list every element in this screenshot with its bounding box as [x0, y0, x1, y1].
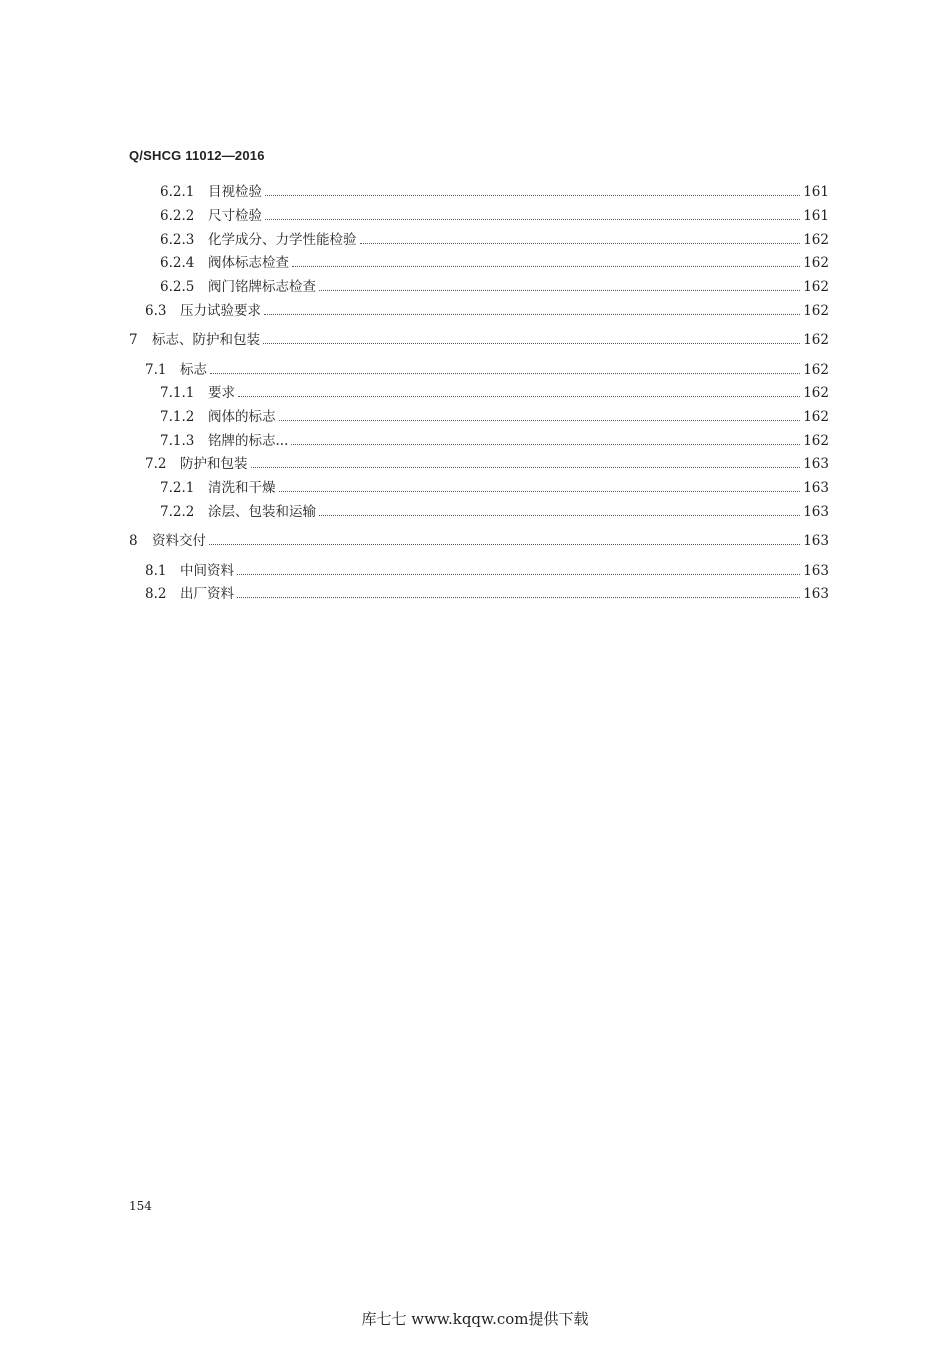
- dot-leader: [291, 443, 800, 445]
- toc-entry-7-1-3[interactable]: [160, 432, 829, 450]
- toc-entry-7-2-2[interactable]: [160, 503, 829, 521]
- toc-entry-page: 163: [803, 504, 829, 520]
- toc-entry-7-1-1[interactable]: [160, 384, 829, 402]
- toc-entry-number: 6.3: [145, 303, 167, 319]
- toc-entry-number: 8.2: [145, 586, 167, 602]
- toc-entry-7-2-1[interactable]: [160, 479, 829, 497]
- dot-leader: [238, 395, 800, 397]
- dot-leader: [279, 490, 801, 492]
- standard-code: Q/SHCG 11012—2016: [129, 148, 265, 163]
- toc-entry-title: 铭牌的标志...: [208, 433, 289, 449]
- dot-leader: [279, 419, 801, 421]
- toc-entry-page: 163: [803, 456, 829, 472]
- dot-leader: [251, 466, 801, 468]
- toc-entry-page: 163: [803, 586, 829, 602]
- dot-leader: [360, 242, 801, 244]
- toc-entry-number: 7.2.1: [160, 480, 195, 496]
- toc-entry-title: 标志: [180, 362, 207, 378]
- toc-entry-6-2-3[interactable]: [160, 231, 829, 249]
- toc-entry-page: 162: [803, 362, 829, 378]
- dot-leader: [237, 573, 800, 575]
- toc-entry-8-2[interactable]: [145, 585, 829, 603]
- toc-entry-page: 162: [803, 303, 829, 319]
- dot-leader: [265, 218, 800, 220]
- toc-entry-7-1[interactable]: [145, 361, 829, 379]
- toc-entry-6-2-5[interactable]: [160, 278, 829, 296]
- toc-entry-number: 7.1: [145, 362, 167, 378]
- dot-leader: [292, 265, 800, 267]
- toc-entry-number: 7.1.3: [160, 433, 195, 449]
- toc-entry-number: 6.2.5: [160, 279, 195, 295]
- toc-entry-title: 目视检验: [208, 184, 262, 200]
- toc-entry-number: 7: [129, 332, 138, 348]
- toc-entry-number: 6.2.1: [160, 184, 195, 200]
- download-footer: 库七七 www.kqqw.com提供下载: [361, 1310, 589, 1328]
- dot-leader: [264, 313, 800, 315]
- toc-entry-title: 标志、防护和包装: [152, 332, 260, 348]
- toc-entry-number: 8.1: [145, 563, 167, 579]
- toc-entry-page: 162: [803, 385, 829, 401]
- toc-entry-page: 162: [803, 332, 829, 348]
- toc-entry-number: 7.1.1: [160, 385, 195, 401]
- toc-entry-title: 清洗和干燥: [208, 480, 276, 496]
- toc-entry-number: 7.2.2: [160, 504, 195, 520]
- dot-leader: [263, 342, 800, 344]
- toc-entry-title: 化学成分、力学性能检验: [208, 232, 357, 248]
- toc-entry-page: 162: [803, 433, 829, 449]
- toc-entry-7-2[interactable]: [145, 455, 829, 473]
- toc-entry-number: 6.2.2: [160, 208, 195, 224]
- toc-entry-title: 涂层、包装和运输: [208, 504, 316, 520]
- dot-leader: [265, 194, 800, 196]
- toc-entry-title: 防护和包装: [180, 456, 248, 472]
- toc-entry-page: 161: [803, 184, 829, 200]
- toc-entry-6-2-2[interactable]: [160, 207, 829, 225]
- toc-entry-title: 阀体的标志: [208, 409, 276, 425]
- toc-entry-6-2-4[interactable]: [160, 254, 829, 272]
- toc-entry-6-2-1[interactable]: [160, 183, 829, 201]
- toc-entry-8[interactable]: [129, 532, 829, 550]
- toc-entry-number: 7.1.2: [160, 409, 195, 425]
- toc-entry-number: 8: [129, 533, 138, 549]
- toc-entry-title: 阀门铭牌标志检查: [208, 279, 316, 295]
- toc-entry-page: 162: [803, 255, 829, 271]
- toc-entry-page: 161: [803, 208, 829, 224]
- toc-entry-page: 163: [803, 563, 829, 579]
- toc-entry-page: 162: [803, 279, 829, 295]
- toc-entry-page: 163: [803, 480, 829, 496]
- toc-entry-page: 163: [803, 533, 829, 549]
- toc-entry-number: 6.2.3: [160, 232, 195, 248]
- toc-entry-7-1-2[interactable]: [160, 408, 829, 426]
- toc-entry-title: 中间资料: [180, 563, 234, 579]
- toc-entry-8-1[interactable]: [145, 562, 829, 580]
- toc-entry-7[interactable]: [129, 331, 829, 349]
- page-number: 154: [129, 1199, 152, 1213]
- dot-leader: [319, 289, 800, 291]
- toc-entry-page: 162: [803, 232, 829, 248]
- dot-leader: [209, 543, 800, 545]
- toc-entry-title: 尺寸检验: [208, 208, 262, 224]
- toc-entry-6-3[interactable]: [145, 302, 829, 320]
- toc-entry-title: 要求: [208, 385, 235, 401]
- toc-entry-title: 出厂资料: [180, 586, 234, 602]
- toc-entry-title: 阀体标志检查: [208, 255, 289, 271]
- dot-leader: [210, 372, 800, 374]
- toc-entry-number: 6.2.4: [160, 255, 195, 271]
- dot-leader: [319, 514, 800, 516]
- toc-entry-page: 162: [803, 409, 829, 425]
- toc-entry-number: 7.2: [145, 456, 167, 472]
- toc-entry-title: 压力试验要求: [180, 303, 261, 319]
- dot-leader: [237, 596, 800, 598]
- toc-entry-title: 资料交付: [152, 533, 206, 549]
